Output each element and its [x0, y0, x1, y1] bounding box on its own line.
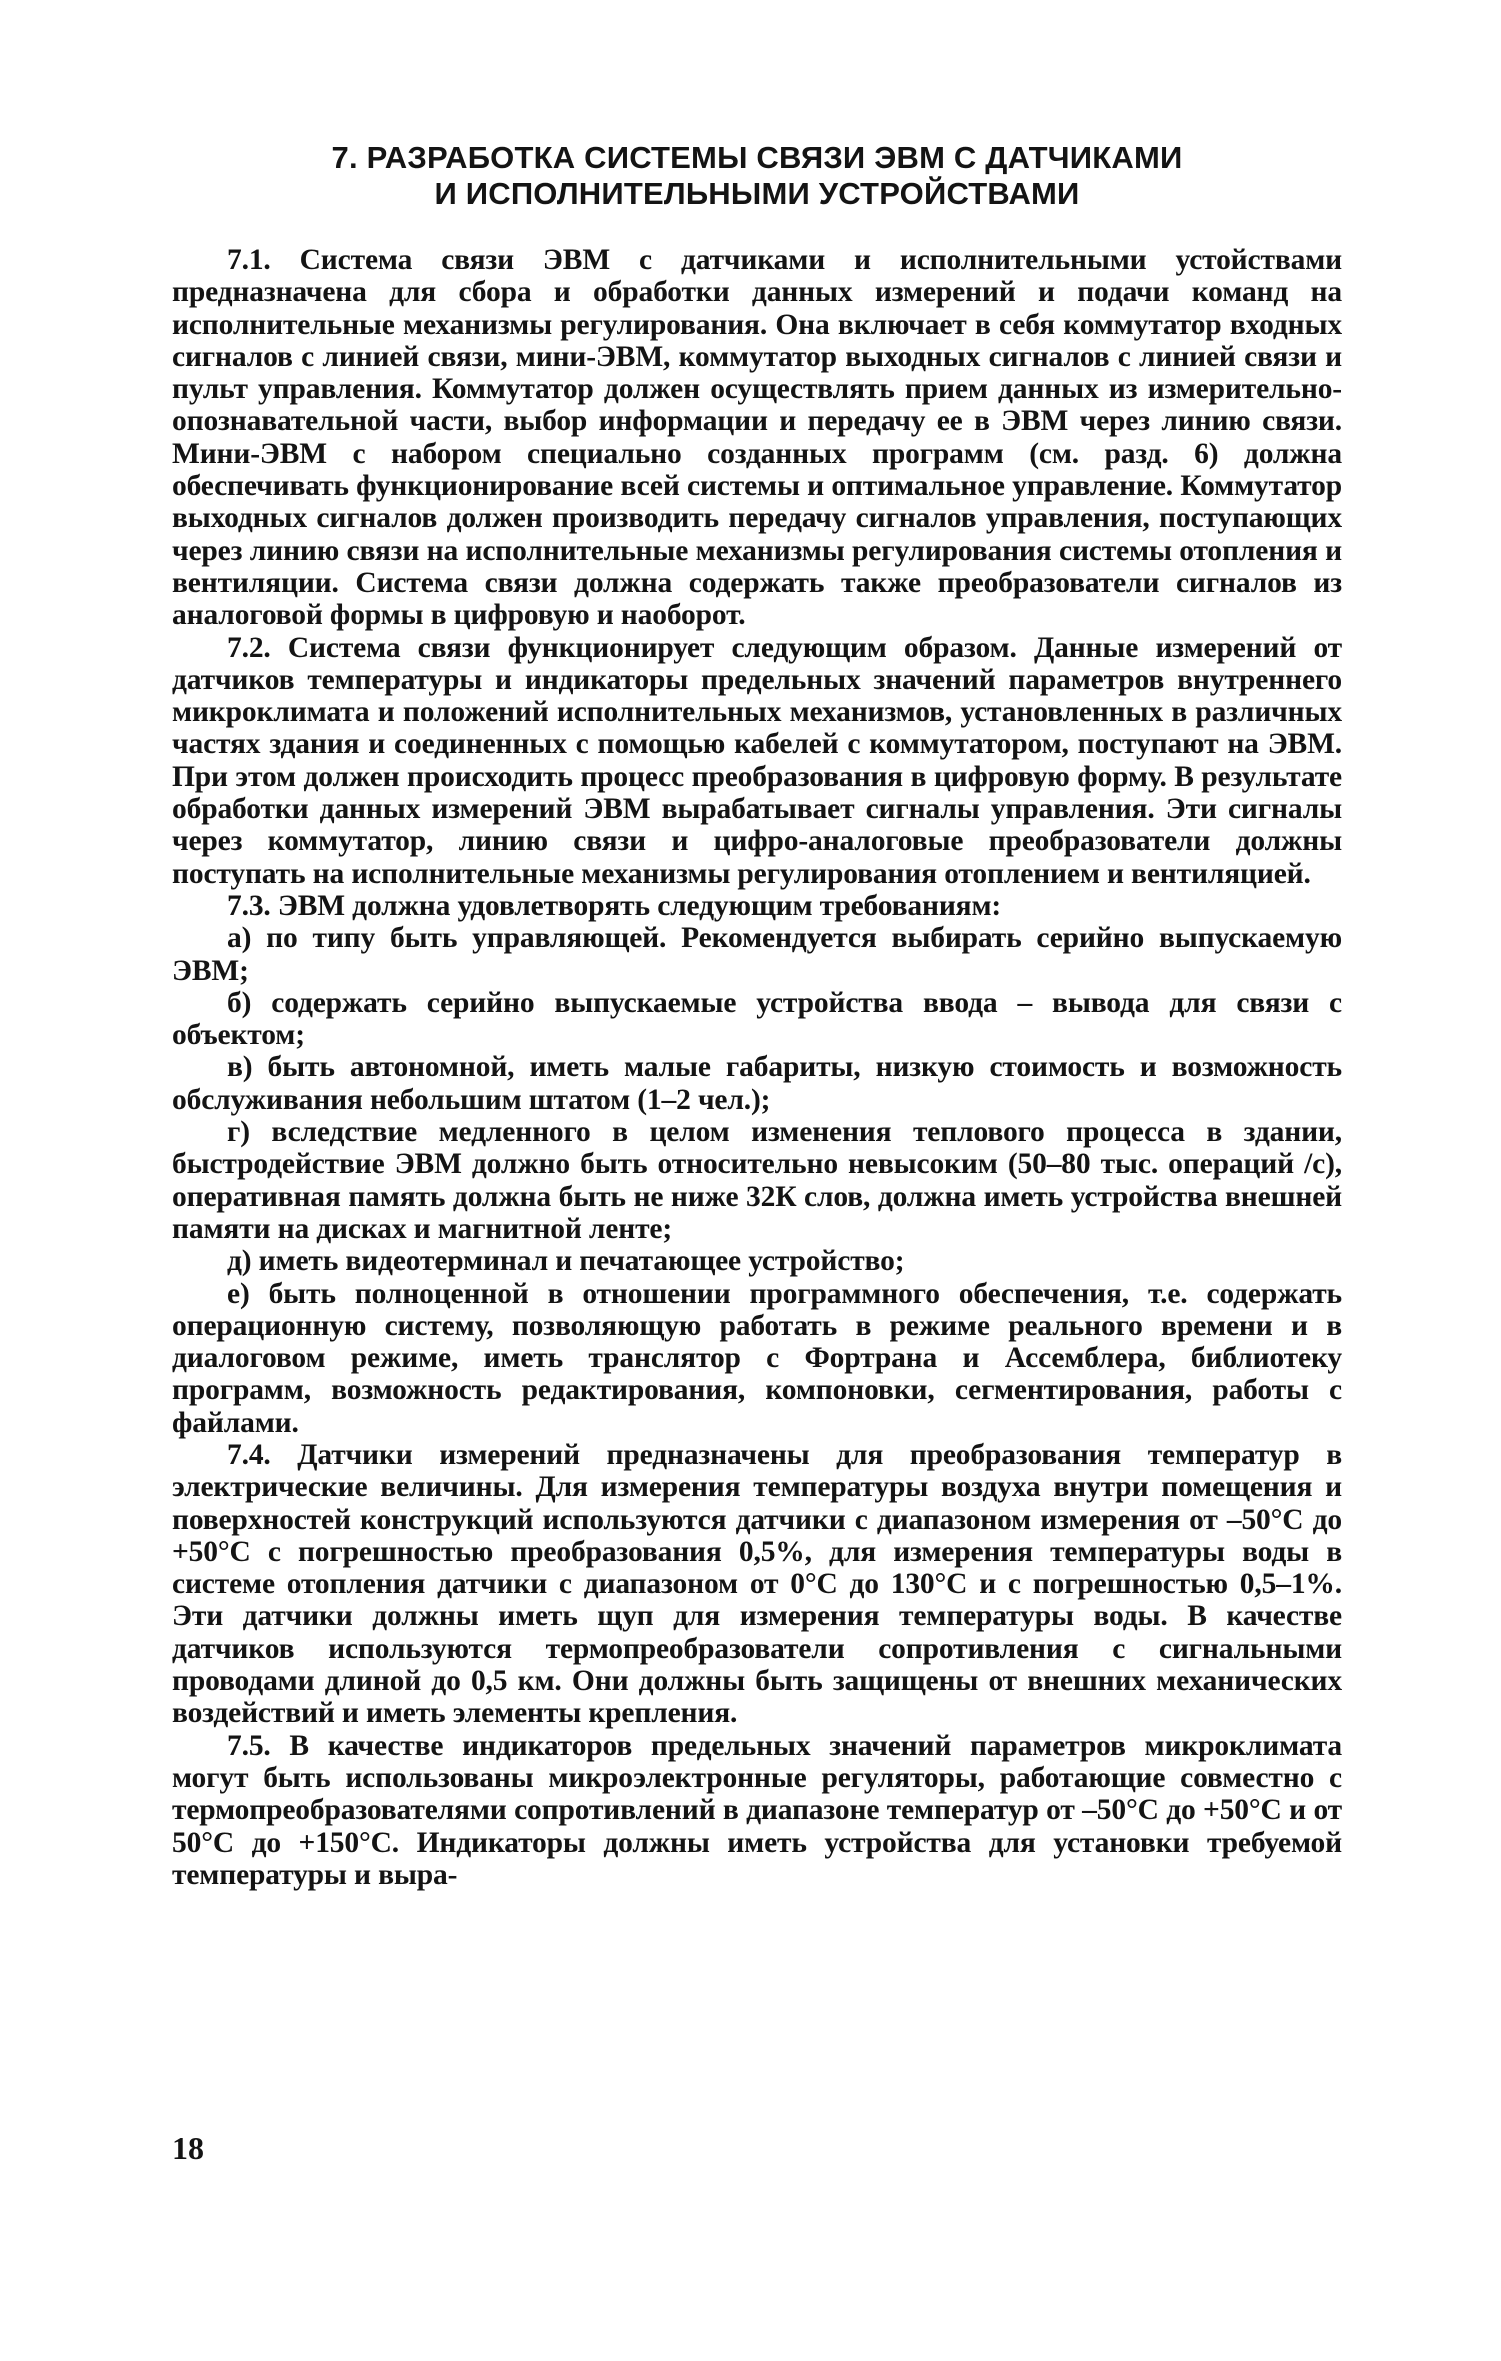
- body-text: [172, 244, 1342, 1891]
- list-item-g: г) вследствие медленного в целом изменения теплового процесса в здании, быстродействие ЭВМ должно быть относительно невысоким (50–80 тыс. операций /с), оперативная память должна быть не ниже 32К слов, должна иметь устройства внешней памяти на дисках и магнитной ленте;: [172, 1116, 1342, 1245]
- paragraph-7-1: 7.1. Система связи ЭВМ с датчиками и исполнительными устойствами предназначена для сбора и обработки данных измерений и подачи команд на исполнительные механизмы регулирования. Она включает в себя коммутатор входных сигналов с линией связи, мини-ЭВМ, коммутатор выходных сигналов с линией связи и пульт управления. Коммутатор должен осуществлять прием данных из измерительно-опознавательной части, выбор информации и передачу ее в ЭВМ через линию связи. Мини-ЭВМ с набором специально созданных программ (см. разд. 6) должна обеспечивать функционирование всей системы и оптимальное управление. Коммутатор выходных сигналов должен производить передачу сигналов управления, поступающих через линию связи на исполнительные механизмы регулирования системы отопления и вентиляции. Система связи должна содержать также преобразователи сигналов из аналоговой формы в цифровую и наоборот.: [172, 244, 1342, 632]
- list-item-v: в) быть автономной, иметь малые габариты, низкую стоимость и возможность обслуживания небольшим штатом (1–2 чел.);: [172, 1051, 1342, 1116]
- section-heading-line-2: И ИСПОЛНИТЕЛЬНЫМИ УСТРОЙСТВАМИ: [434, 176, 1080, 211]
- section-heading: [172, 140, 1342, 212]
- list-item-b: б) содержать серийно выпускаемые устройства ввода – вывода для связи с объектом;: [172, 986, 1342, 1052]
- paragraph-7-2: 7.2. Система связи функционирует следующим образом. Данные измерений от датчиков температуры и индикаторы предельных значений параметров внутреннего микроклимата и положений исполнительных механизмов, установленных в различных частях здания и соединенных с помощью кабелей с коммутатором, поступают на ЭВМ. При этом должен происходить процесс преобразования в цифровую форму. В результате обработки данных измерений ЭВМ вырабатывает сигналы управления. Эти сигналы через коммутатор, линию связи и цифро-аналоговые преобразователи должны поступать на исполнительные механизмы регулирования отоплением и вентиляцией.: [172, 631, 1342, 890]
- paragraph-7-5: 7.5. В качестве индикаторов предельных значений параметров микроклимата могут быть использованы микроэлектронные регуляторы, работающие совместно с термопреобразователями сопротивлений в диапазоне температур от –50°С до +50°С и от 50°С до +150°С. Индикаторы должны иметь устройства для установки требуемой температуры и выра-: [172, 1729, 1342, 1891]
- list-item-d: д) иметь видеотерминал и печатающее устройство;: [227, 1245, 905, 1278]
- paragraph-7-4: 7.4. Датчики измерений предназначены для преобразования температур в электрические величины. Для измерения температуры воздуха внутри помещения и поверхностей конструкций используются датчики с диапазоном измерения от –50°С до +50°С с погрешностью преобразования 0,5%, для измерения температуры воды в системе отопления датчики с диапазоном от 0°С до 130°С и с погрешностью 0,5–1%. Эти датчики должны иметь щуп для измерения температуры воды. В качестве датчиков используются термопреобразователи сопротивления с сигнальными проводами длиной до 0,5 км. Они должны быть защищены от внешних механических воздействий и иметь элементы крепления.: [172, 1438, 1342, 1730]
- page-content: [172, 140, 1342, 1891]
- list-item-a: а) по типу быть управляющей. Рекомендуется выбирать серийно выпускаемую ЭВМ;: [172, 922, 1342, 987]
- section-heading-line-1: 7. РАЗРАБОТКА СИСТЕМЫ СВЯЗИ ЭВМ С ДАТЧИКАМИ: [331, 140, 1183, 175]
- page-number: 18: [172, 2130, 204, 2166]
- paragraph-7-3: 7.3. ЭВМ должна удовлетворять следующим требованиям:: [227, 889, 1002, 922]
- list-item-e: е) быть полноценной в отношении программного обеспечения, т.е. содержать операционную систему, позволяющую работать в режиме реального времени и в диалоговом режиме, иметь транслятор с Фортрана и Ассемблера, библиотеку программ, возможность редактирования, компоновки, сегментирования, работы с файлами.: [172, 1277, 1342, 1439]
